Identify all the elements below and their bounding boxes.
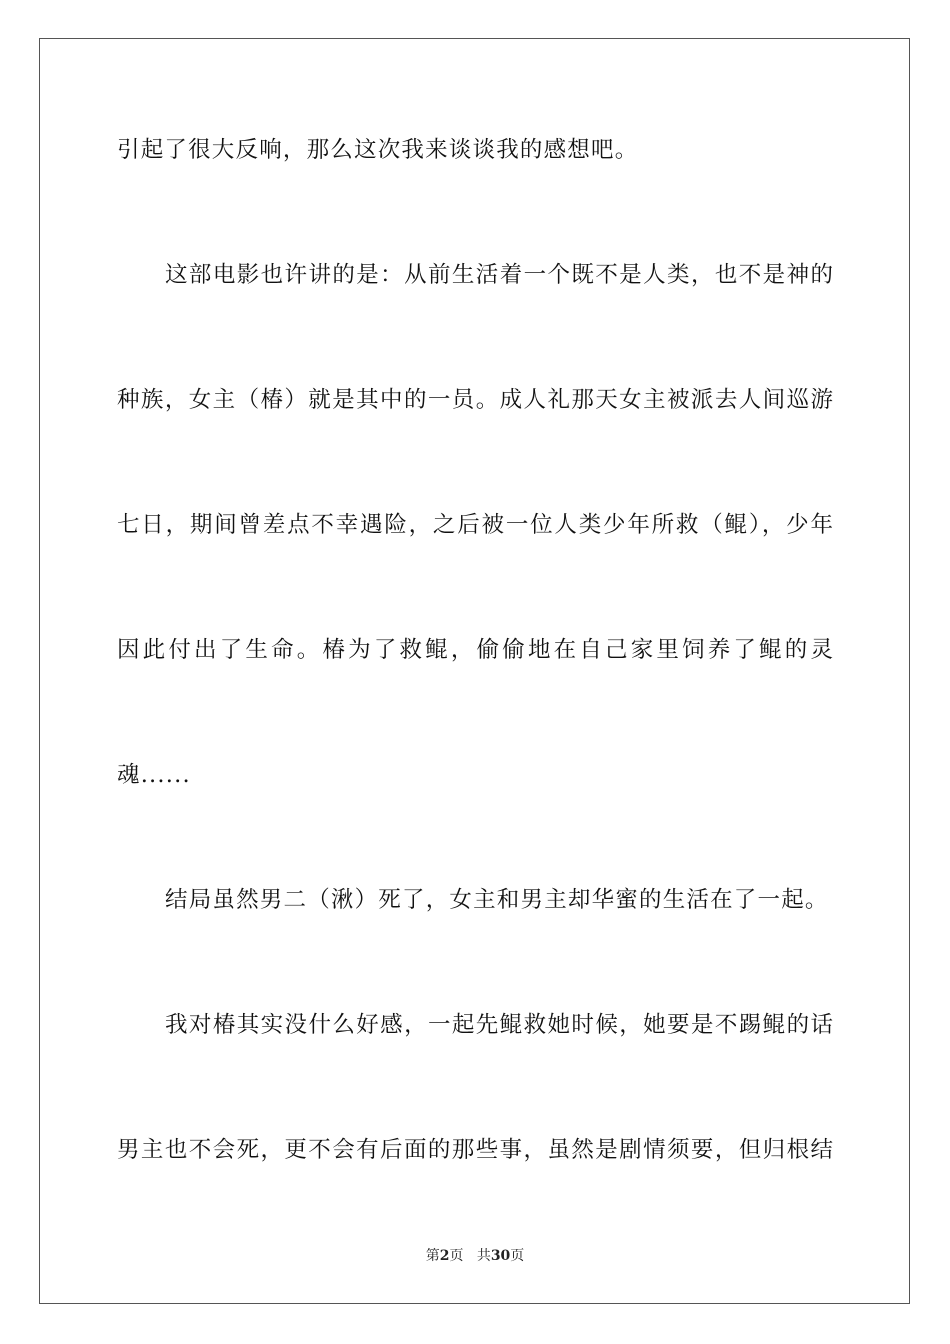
paragraph-line-6: 魂...... — [117, 762, 191, 788]
page-suffix: 页 — [449, 1248, 464, 1264]
page-number: 2 — [439, 1248, 450, 1264]
page-prefix: 第 — [425, 1248, 440, 1264]
paragraph-line-9: 男主也不会死，更不会有后面的那些事，虽然是剧情须要，但归根结 — [117, 1137, 833, 1163]
paragraph-line-5: 因此付出了生命。椿为了救鲲，偷偷地在自己家里饲养了鲲的灵 — [117, 637, 833, 663]
paragraph-line-1: 引起了很大反响，那么这次我来谈谈我的感想吧。 — [117, 137, 639, 163]
page-border — [39, 38, 910, 1304]
paragraph-line-8: 我对椿其实没什么好感，一起先鲲救她时候，她要是不踢鲲的话 — [165, 1012, 833, 1038]
paragraph-line-3: 种族，女主（椿）就是其中的一员。成人礼那天女主被派去人间巡游 — [117, 387, 833, 413]
total-suffix: 页 — [510, 1248, 525, 1264]
total-prefix: 共 — [476, 1248, 491, 1264]
page-footer — [0, 1247, 950, 1265]
paragraph-line-4: 七日，期间曾差点不幸遇险，之后被一位人类少年所救（鲲），少年 — [117, 512, 833, 538]
total-pages: 30 — [490, 1248, 511, 1264]
paragraph-line-2: 这部电影也许讲的是：从前生活着一个既不是人类，也不是神的 — [165, 262, 833, 288]
paragraph-line-7: 结局虽然男二（湫）死了，女主和男主却华蜜的生活在了一起。 — [165, 887, 829, 913]
